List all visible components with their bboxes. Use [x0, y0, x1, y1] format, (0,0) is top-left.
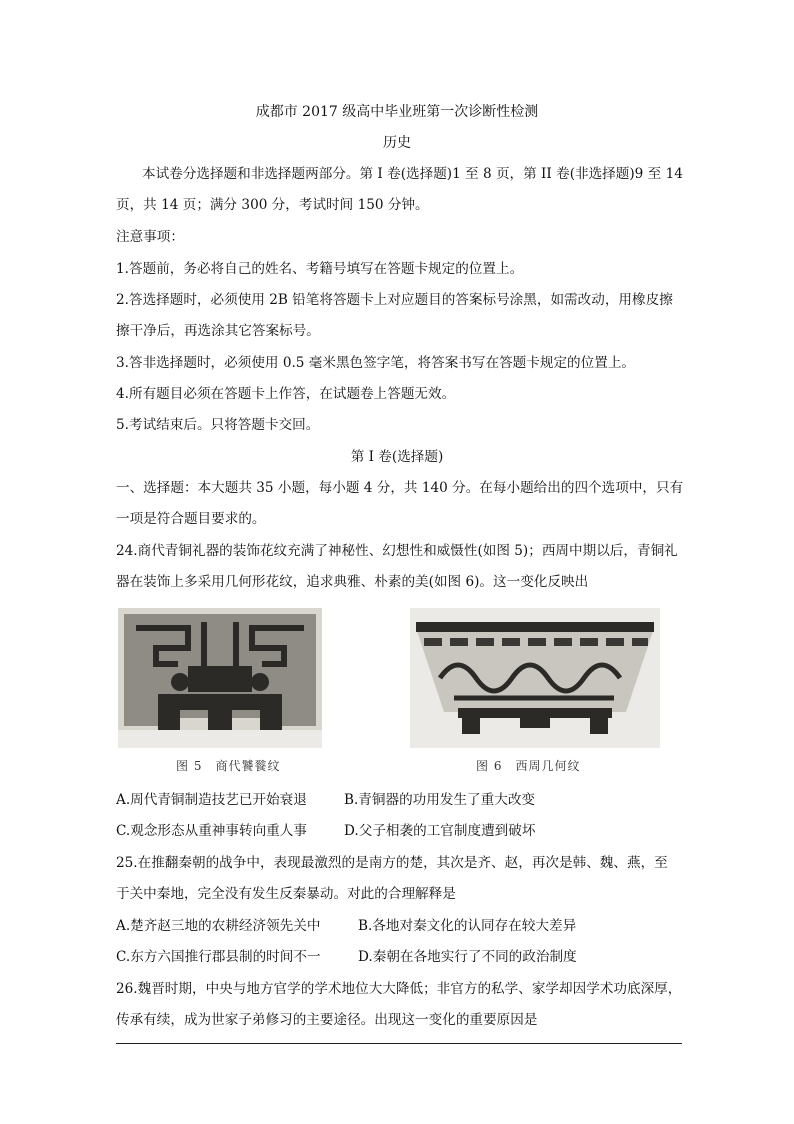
figure-6-geometric-pattern: [410, 608, 660, 748]
q25-option-b[interactable]: B.各地对秦文化的认同存在较大差异: [358, 918, 577, 934]
q24-option-d[interactable]: D.父子相袭的工官制度遭到破坏: [344, 823, 536, 839]
page-bottom-rule: [116, 1043, 682, 1044]
note-item-1: 1.答题前，务必将自己的姓名、考籍号填写在答题卡规定的位置上。: [116, 261, 524, 277]
note-item-2-line-2: 擦干净后，再选涂其它答案标号。: [116, 323, 320, 339]
q24-stem-line-1: 24.商代青铜礼器的装饰花纹充满了神秘性、幻想性和威慑性(如图 5)；西周中期以后，青铜礼: [116, 543, 678, 559]
figure-6-caption: 图 6 西周几何纹: [476, 759, 581, 773]
q25-option-d[interactable]: D.秦朝在各地实行了不同的政治制度: [358, 949, 577, 965]
q24-options-row-2: [116, 821, 686, 841]
q24-option-b[interactable]: B.青铜器的功用发生了重大改变: [344, 792, 536, 808]
q26-stem-line-1: 26.魏晋时期，中央与地方官学的学术地位大大降低；非官方的私学、家学却因学术功底深厚，: [116, 981, 682, 997]
q24-option-c[interactable]: C.观念形态从重神事转向重人事: [116, 823, 307, 839]
section-instruction-line-1: 一、选择题：本大题共 35 小题，每小题 4 分，共 140 分。在每小题给出的四个选项中，只有: [116, 480, 684, 496]
q26-stem-line-2: 传承有续，成为世家子弟修习的主要途径。出现这一变化的重要原因是: [116, 1012, 538, 1028]
q25-stem-line-2: 于关中秦地，完全没有发生反秦暴动。对此的合理解释是: [116, 886, 456, 902]
note-item-5: 5.考试结束后。只将答题卡交回。: [116, 417, 320, 433]
figure-5-caption: 图 5 商代饕餮纹: [176, 759, 281, 773]
q25-option-a[interactable]: A.楚齐赵三地的农耕经济领先关中: [116, 918, 321, 934]
note-item-2-line-1: 2.答选择题时，必须使用 2B 铅笔将答题卡上对应题目的答案标号涂黑，如需改动，用橡皮擦: [116, 292, 673, 308]
q25-options-row-2: [116, 947, 686, 967]
q24-options-row-1: [116, 790, 686, 810]
q24-option-a[interactable]: A.周代青铜制造技艺已开始衰退: [116, 792, 307, 808]
notes-heading: 注意事项：: [116, 229, 184, 245]
section-instruction-line-2: 一项是符合题目要求的。: [116, 511, 266, 527]
geometric-vessel-icon: [410, 608, 660, 748]
subject-title: 历史: [383, 135, 411, 151]
q24-stem-line-2: 器在装饰上多采用几何形花纹，追求典雅、朴素的美(如图 6)。这一变化反映出: [116, 574, 589, 590]
figure-5-taotie-pattern: [118, 608, 322, 748]
exam-title: 成都市 2017 级高中毕业班第一次诊断性检测: [255, 104, 539, 120]
q25-option-c[interactable]: C.东方六国推行郡县制的时间不一: [116, 949, 321, 965]
section-title: 第 I 卷(选择题): [350, 449, 444, 465]
q25-stem-line-1: 25.在推翻秦朝的战争中，表现最激烈的是南方的楚，其次是齐、赵，再次是韩、魏、燕，至: [116, 855, 668, 871]
intro-line-1: 本试卷分选择题和非选择题两部分。第 I 卷(选择题)1 至 8 页，第 II 卷(非选择题)9 至 14: [142, 166, 683, 182]
note-item-4: 4.所有题目必须在答题卡上作答，在试题卷上答题无效。: [116, 386, 456, 402]
intro-line-2: 页，共 14 页；满分 300 分，考试时间 150 分钟。: [116, 197, 429, 213]
q25-options-row-1: [116, 916, 686, 936]
taotie-pattern-icon: [118, 608, 322, 748]
note-item-3: 3.答非选择题时，必须使用 0.5 毫米黑色签字笔，将答案书写在答题卡规定的位置上。: [116, 355, 636, 371]
